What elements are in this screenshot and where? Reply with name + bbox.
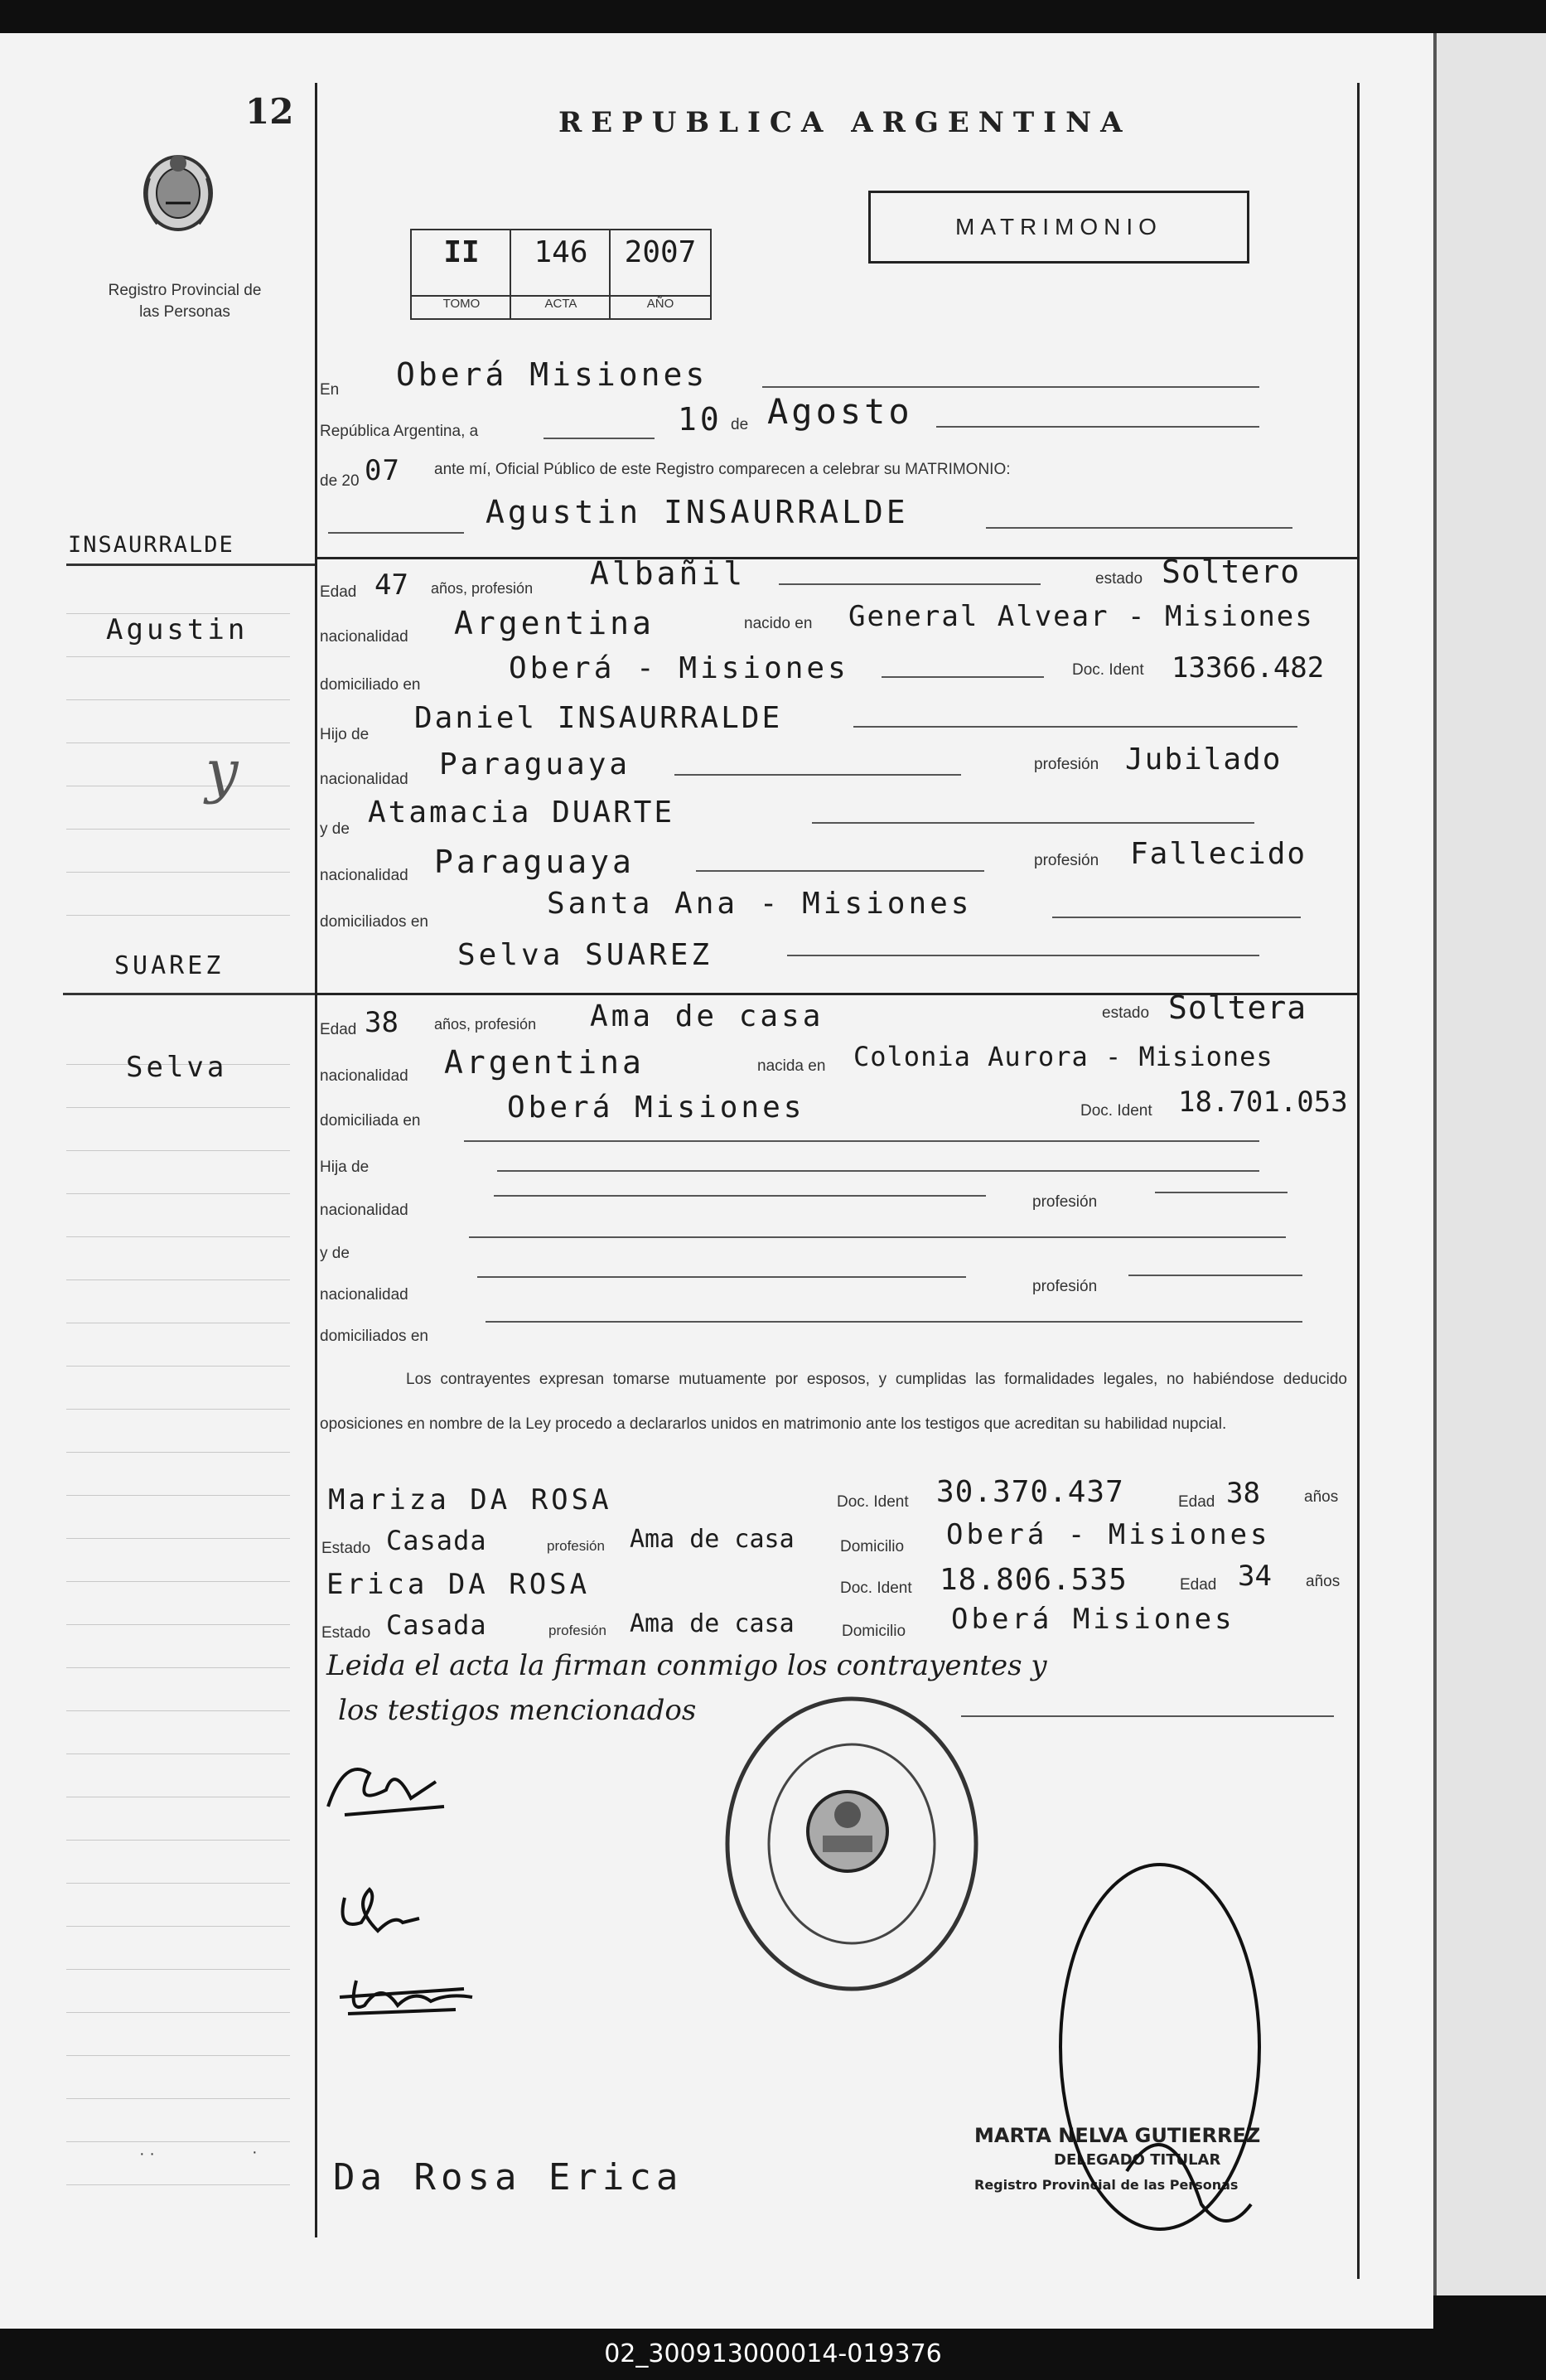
ano-value: 2007 (624, 235, 697, 269)
witness-1-doc: 30.370.437 (936, 1475, 1124, 1509)
mother-profession: Fallecido (1130, 837, 1307, 871)
groom-profession: Albañil (590, 555, 746, 592)
margin-rule (315, 83, 317, 2237)
edad-label: Edad (320, 583, 357, 601)
witness-2-estado: Casada (386, 1609, 487, 1641)
country-title: REPUBLICA ARGENTINA (558, 106, 1132, 139)
ano-label: AÑO (646, 297, 674, 311)
closing-line-1: Leida el acta la firman conmigo los contrayentes y (326, 1649, 1047, 1682)
official-signature-icon (1036, 1856, 1284, 2254)
printed-name-signature: Da Rosa Erica (333, 2156, 684, 2199)
witness-2-edad-label: Edad (1180, 1576, 1217, 1594)
witness-2-doc-label: Doc. Ident (840, 1579, 912, 1597)
margin-conjunction: y (205, 738, 242, 805)
parents-domicile: Santa Ana - Misiones (547, 887, 973, 921)
act-number-box (410, 229, 712, 320)
witness-1-anos-label: años (1304, 1488, 1339, 1506)
margin-bride-surname: SUAREZ (114, 951, 225, 980)
bride-nacionalidad-label: nacionalidad (320, 1067, 408, 1085)
en-label: En (320, 381, 340, 399)
margin-groom-surname: INSAURRALDE (68, 532, 234, 558)
bride-mother-nac-label: nacionalidad (320, 1202, 408, 1219)
nacido-label: nacido en (744, 615, 813, 632)
bride-y-de-label: y de (320, 1245, 350, 1262)
intro-day: 10 (678, 401, 722, 438)
anos-profesion-label: años, profesión (431, 580, 534, 597)
de-label: de (731, 416, 749, 433)
bride-anos-profesion-label: años, profesión (434, 1016, 537, 1033)
bride-birthplace: Colonia Aurora - Misiones (853, 1041, 1273, 1072)
groom-domicile: Oberá - Misiones (509, 651, 849, 685)
witness-1-age: 38 (1226, 1477, 1260, 1510)
witness-2-profession: Ama de casa (630, 1609, 795, 1638)
mother-nacionalidad-label: nacionalidad (320, 867, 408, 884)
bride-full-name: Selva SUAREZ (457, 938, 713, 972)
groom-age: 47 (374, 568, 408, 602)
groom-full-name: Agustin INSAURRALDE (486, 494, 909, 530)
domiciliada-label: domiciliada en (320, 1112, 421, 1130)
tomo-label: TOMO (442, 297, 481, 311)
year-prefix: de 20 (320, 472, 360, 490)
bride-estado: Soltera (1168, 989, 1307, 1026)
witness-1-profesion-label: profesión (547, 1538, 605, 1554)
mother-name: Atamacia DUARTE (368, 796, 675, 830)
act-type-box: MATRIMONIO (868, 191, 1249, 264)
witness-2-domicilio-label: Domicilio (842, 1623, 906, 1640)
right-rule (1357, 83, 1360, 2279)
bride-profesion2-label: profesión (1032, 1278, 1098, 1295)
mother-profesion-label: profesión (1034, 852, 1099, 869)
father-profesion-label: profesión (1034, 756, 1099, 773)
witness-1-domicilio-label: Domicilio (840, 1538, 905, 1555)
bride-nationality: Argentina (444, 1044, 645, 1081)
ante-text: ante mí, Oficial Público de este Registro comparecen a celebrar su MATRIMONIO: (434, 461, 1011, 478)
witness-2-doc: 18.806.535 (940, 1563, 1128, 1597)
register-page (0, 33, 1433, 2329)
bride-domiciliados-label: domiciliados en (320, 1328, 428, 1345)
bride-father-nac-label: nacionalidad (320, 1286, 408, 1304)
domiciliado-label: domiciliado en (320, 676, 421, 694)
y-de-label: y de (320, 820, 350, 838)
closing-line-2: los testigos mencionados (338, 1694, 697, 1727)
groom-nationality: Argentina (454, 605, 655, 641)
witness-1-estado-label: Estado (321, 1540, 371, 1557)
acta-label: ACTA (544, 297, 577, 311)
hijo-label: Hijo de (320, 726, 370, 743)
groom-doc: 13366.482 (1172, 651, 1325, 684)
estado-label: estado (1095, 570, 1143, 588)
bride-doc-label: Doc. Ident (1080, 1102, 1152, 1120)
signature-icon (328, 1873, 428, 1947)
mother-nationality: Paraguaya (434, 844, 635, 880)
intro-place: Oberá Misiones (396, 356, 708, 393)
intro-year-suffix: 07 (365, 454, 400, 487)
nacionalidad-label: nacionalidad (320, 628, 408, 646)
witness-2-domicile: Oberá Misiones (951, 1603, 1235, 1636)
intro-month: Agosto (767, 391, 913, 432)
witness-2-age: 34 (1238, 1560, 1272, 1593)
official-registry: Registro Provincial de las Personas (974, 2177, 1239, 2193)
witness-1-doc-label: Doc. Ident (837, 1493, 909, 1511)
witness-1-estado: Casada (386, 1525, 487, 1556)
bride-edad-label: Edad (320, 1021, 357, 1038)
bride-domicile: Oberá Misiones (507, 1091, 805, 1125)
witness-2-profesion-label: profesión (548, 1623, 606, 1638)
official-name: MARTA NELVA GUTIERREZ (974, 2124, 1261, 2147)
margin-bride-name: Selva (126, 1051, 228, 1084)
witness-2-anos-label: años (1306, 1573, 1341, 1590)
official-title: DELEGADO TITULAR (1054, 2151, 1221, 2169)
margin-groom-name: Agustin (106, 613, 249, 646)
witness-1-name: Mariza DA ROSA (328, 1483, 612, 1517)
domiciliados-label: domiciliados en (320, 913, 428, 931)
bride-doc: 18.701.053 (1178, 1086, 1348, 1119)
witness-1-profession: Ama de casa (630, 1525, 795, 1554)
bride-estado-label: estado (1102, 1004, 1150, 1022)
father-name: Daniel INSAURRALDE (414, 701, 783, 735)
doc-label: Doc. Ident (1072, 661, 1144, 679)
father-profession: Jubilado (1125, 743, 1283, 776)
father-nacionalidad-label: nacionalidad (320, 771, 408, 788)
declaration-text: Los contrayentes expresan tomarse mutuamente por esposos, y cumplidas las formalidades legales, no habiéndose deducido oposiciones en nombre de la Ley procedo a declararlos unidos en matrimonio ante los testigos que acreditan su habilidad nupcial. (320, 1371, 1347, 1433)
margin-mark: · (252, 2143, 258, 2161)
witness-2-name: Erica DA ROSA (326, 1568, 591, 1601)
page-number: 12 (245, 91, 294, 132)
document-id-footer: 02_300913000014-019376 (0, 2329, 1546, 2380)
groom-birthplace: General Alvear - Misiones (848, 600, 1314, 633)
coat-of-arms-icon (133, 145, 224, 236)
witness-2-estado-label: Estado (321, 1624, 371, 1642)
bride-age: 38 (365, 1006, 399, 1039)
tomo-value: II (443, 235, 480, 269)
facing-page-edge (1433, 33, 1546, 2295)
signature-icon (312, 1740, 461, 1831)
witness-1-domicile: Oberá - Misiones (946, 1518, 1271, 1551)
margin-mark: · · (139, 2145, 155, 2163)
signature-icon (331, 1964, 481, 2030)
father-nationality: Paraguaya (439, 747, 631, 781)
groom-estado: Soltero (1162, 554, 1301, 590)
hija-label: Hija de (320, 1159, 370, 1176)
acta-value: 146 (534, 235, 588, 269)
witness-1-edad-label: Edad (1178, 1493, 1215, 1511)
bride-profession: Ama de casa (590, 999, 824, 1033)
registry-name: Registro Provincial de las Personas (108, 282, 262, 321)
bride-profesion-label: profesión (1032, 1193, 1098, 1211)
nacida-label: nacida en (757, 1057, 826, 1075)
registry-seal-icon (719, 1691, 984, 1997)
republica-label: República Argentina, a (320, 423, 479, 440)
